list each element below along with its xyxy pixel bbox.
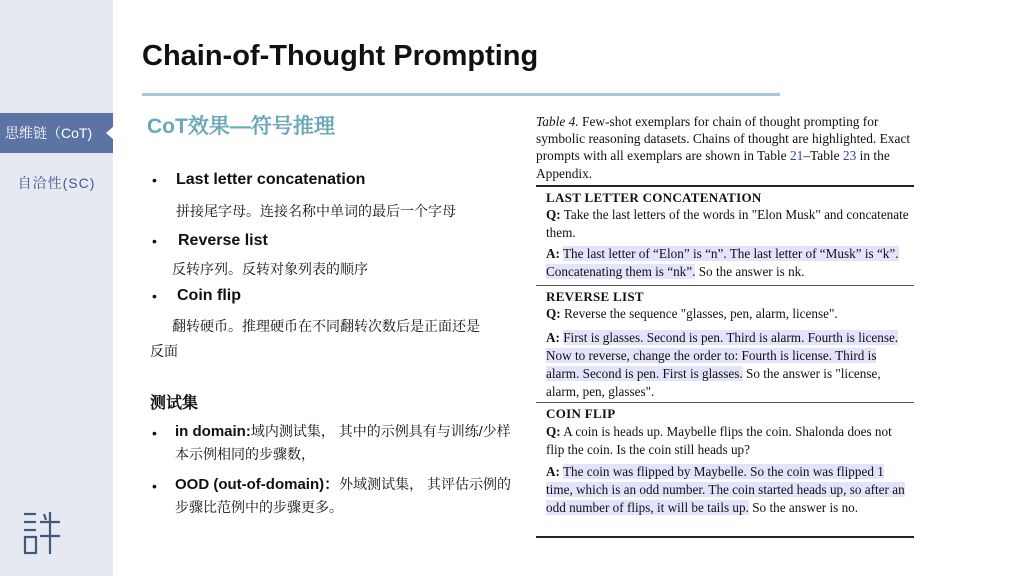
slide-subtitle: CoT效果—符号推理 xyxy=(147,115,335,138)
task-description: 拼接尾字母。连接名称中单词的最后一个字母 xyxy=(176,203,456,219)
title-divider xyxy=(142,93,780,96)
testset-item-text: 域内测试集， 其中的示例具有与训练/少样本示例相同的步骤数， xyxy=(175,423,511,462)
active-indicator-icon xyxy=(106,126,114,140)
q-text: Take the last letters of the words in "Elon Musk" and concatenate them. xyxy=(546,207,909,240)
q-text: Reverse the sequence "glasses, pen, alarm, license". xyxy=(563,306,838,321)
a-label: A: xyxy=(546,246,560,261)
nav-item-cot-label: 思维链（CoT) xyxy=(5,125,93,141)
logo-icon xyxy=(22,508,62,556)
answer xyxy=(546,329,912,401)
testset-item xyxy=(175,473,520,519)
section-heading: COIN FLIP xyxy=(546,406,616,421)
testset-item xyxy=(175,420,520,466)
bullet-icon: • xyxy=(152,288,157,304)
task-description-cont: 反面 xyxy=(150,343,178,359)
task-name: Reverse list xyxy=(178,232,268,249)
nav-item-cot[interactable] xyxy=(0,113,113,153)
a-label: A: xyxy=(546,464,560,479)
q-label: Q: xyxy=(546,424,561,439)
chain-of-thought-highlight: The coin was flipped by Maybelle. So the coin was flipped 1 time, which is an odd number. The coin started heads up, so after an odd number of flips, it will be tails up. xyxy=(546,464,905,515)
bullet-icon: • xyxy=(152,172,157,188)
nav-item-sc[interactable]: 自洽性(SC) xyxy=(17,175,96,191)
a-label: A: xyxy=(546,330,560,345)
q-label: Q: xyxy=(546,306,561,321)
task-description: 翻转硬币。推理硬币在不同翻转次数后是正面还是 xyxy=(172,318,480,334)
q-text: A coin is heads up. Maybelle flips the coin. Shalonda does not flip the coin. Is the coin still heads up? xyxy=(546,424,892,457)
table-bottom-rule xyxy=(536,536,914,538)
caption-ref: 21 xyxy=(789,148,804,164)
testset-item-label: in domain: xyxy=(175,423,251,440)
answer xyxy=(546,245,912,281)
testset-item-text: 外域测试集， 其评估示例的步骤比范例中的步骤更多。 xyxy=(175,476,512,515)
question xyxy=(546,206,912,242)
section-heading: REVERSE LIST xyxy=(546,289,644,304)
table-top-rule xyxy=(536,185,914,187)
section-divider xyxy=(536,285,914,286)
caption-label: Table 4. xyxy=(536,114,579,129)
table-caption xyxy=(536,113,918,182)
section-heading: LAST LETTER CONCATENATION xyxy=(546,190,762,205)
q-label: Q: xyxy=(546,207,561,222)
question xyxy=(546,305,912,323)
answer xyxy=(546,463,912,517)
a-rest: So the answer is "license, alarm, pen, glasses". xyxy=(546,366,881,399)
caption-ref: 23 xyxy=(842,148,857,164)
chain-of-thought-highlight: First is glasses. Second is pen. Third is alarm. Fourth is license. Now to reverse, change the order to: Fourth is license. Third is alarm. Second is pen. First is glasses. xyxy=(546,330,899,381)
caption-end: in the Appendix. xyxy=(536,148,890,181)
bullet-icon: • xyxy=(152,425,157,441)
a-rest: So the answer is nk. xyxy=(695,264,805,279)
paper-table-excerpt xyxy=(536,113,918,515)
task-name: Last letter concatenation xyxy=(176,171,366,188)
chain-of-thought-highlight: The last letter of “Elon” is “n”. The last letter of “Musk” is “k”. Concatenating them is “nk”. xyxy=(546,246,899,279)
testset-title: 测试集 xyxy=(150,395,199,412)
caption-text: Few-shot exemplars for chain of thought prompting for symbolic reasoning datasets. Chains of thought are highlighted. Exact prompts with all exemplars are shown in Table xyxy=(536,114,911,164)
testset-item-label: OOD (out-of-domain)： xyxy=(175,476,340,493)
task-description: 反转序列。反转对象列表的顺序 xyxy=(172,261,368,277)
slide-title: Chain-of-Thought Prompting xyxy=(142,40,539,72)
bullet-icon: • xyxy=(152,233,157,249)
question xyxy=(546,423,912,459)
bullet-icon: • xyxy=(152,478,157,494)
section-divider xyxy=(536,402,914,403)
caption-dash: –Table xyxy=(803,148,843,164)
a-rest: So the answer is no. xyxy=(748,500,859,515)
task-name: Coin flip xyxy=(177,287,241,304)
sidebar xyxy=(0,0,113,576)
